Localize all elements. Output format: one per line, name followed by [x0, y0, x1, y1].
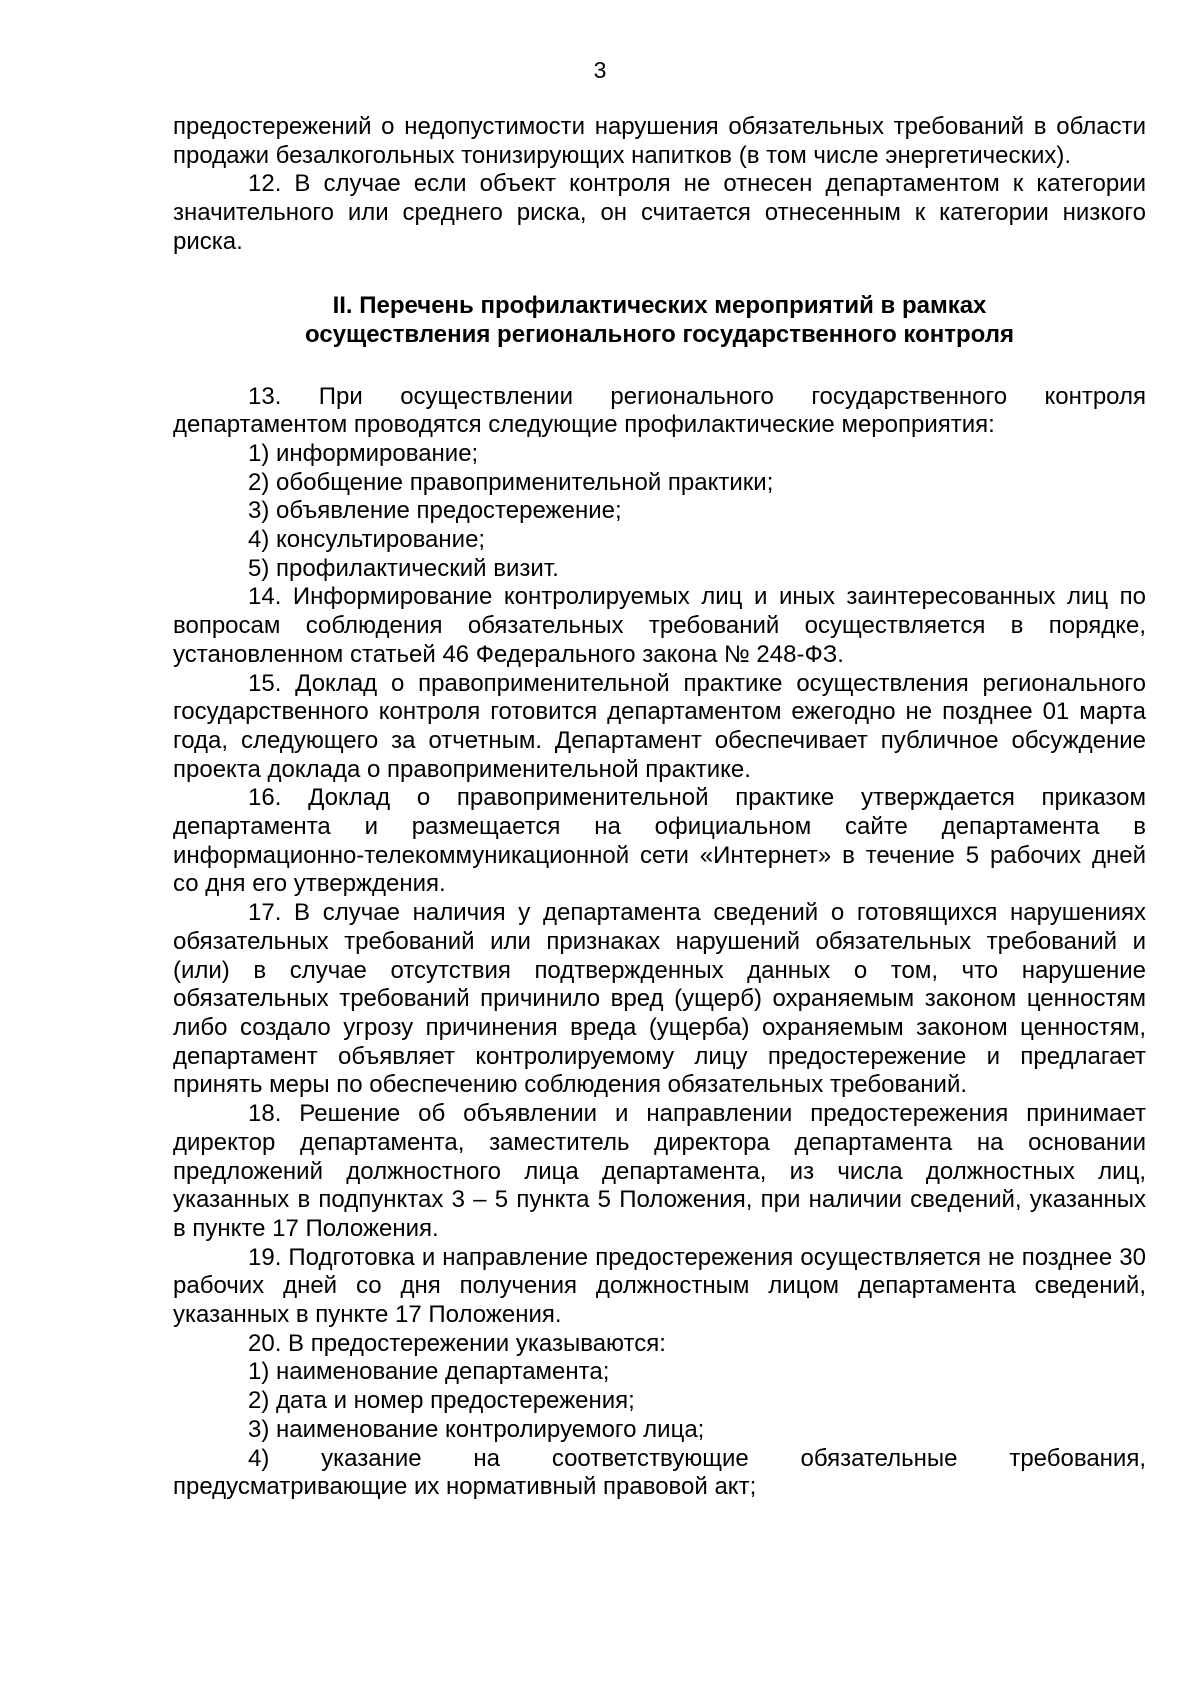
list-item: 3) объявление предостережение; [248, 497, 622, 525]
paragraph-18: 18. Решение об объявлении и направлении предостережения принимает директор департамента, заместитель директора департамента на основании предложений должностного лица департамента, из числа должностных лиц, указанных в подпунктах 3 – 5 пункта 5 Положения, при наличии сведений, указанных в пункте 17 Положения. [173, 1100, 1146, 1242]
list-item: 4) указание на соответствующие обязательные требования, предусматривающие их нормативный правовой акт; [173, 1444, 1146, 1501]
list-item: 4) консультирование; [248, 526, 486, 554]
section-heading [173, 291, 1146, 349]
paragraph-20: 20. В предостережении указываются: [248, 1329, 666, 1357]
paragraph-15: 15. Доклад о правоприменительной практике осуществления регионального государственного контроля готовится департаментом ежегодно не позднее 01 марта года, следующего за отчетным. Департамент обеспечивает публичное обсуждение проекта доклада о правоприменительной практике. [173, 669, 1146, 783]
paragraph-continuation: предостережений о недопустимости нарушения обязательных требований в области продажи безалкогольных тонизирующих напитков (в том числе энергетических). [173, 113, 1146, 169]
list-item: 1) информирование; [248, 439, 479, 467]
paragraph-14: 14. Информирование контролируемых лиц и иных заинтересованных лиц по вопросам соблюдения обязательных требований осуществляется в порядке, установленном статьей 46 Федерального закона № 248-ФЗ. [173, 583, 1146, 668]
list-item: 5) профилактический визит. [248, 554, 559, 582]
list-item: 1) наименование департамента; [248, 1358, 610, 1386]
paragraph-13: 13. При осуществлении регионального государственного контроля департаментом проводятся следующие профилактические мероприятия: [173, 382, 1146, 439]
section-heading-line-2: осуществления регионального государственного контроля [305, 320, 1014, 348]
paragraph-19: 19. Подготовка и направление предостережения осуществляется не позднее 30 рабочих дней со дня получения должностным лицом департамента сведений, указанных в пункте 17 Положения. [173, 1243, 1146, 1329]
document-body [173, 113, 1146, 1502]
paragraph-16: 16. Доклад о правоприменительной практике утверждается приказом департамента и размещается на официальном сайте департамента в информационно-телекоммуникационной сети «Интернет» в течение 5 рабочих дней со дня его утверждения. [173, 784, 1146, 898]
paragraph-12: 12. В случае если объект контроля не отнесен департаментом к категории значительного или среднего риска, он считается отнесенным к категории низкого риска. [173, 170, 1146, 255]
section-heading-line-1: II. Перечень профилактических мероприятий в рамках [332, 291, 987, 319]
list-item: 2) дата и номер предостережения; [248, 1387, 635, 1415]
paragraph-17: 17. В случае наличия у департамента сведений о готовящихся нарушениях обязательных требований или признаках нарушений обязательных требований и (или) в случае отсутствия подтвержденных данных о том, что нарушение обязательных требований причинило вред (ущерб) охраняемым законом ценностям либо создало угрозу причинения вреда (ущерба) охраняемым законом ценностям, департамент объявляет контролируемому лицу предостережение и предлагает принять меры по обеспечению соблюдения обязательных требований. [173, 899, 1146, 1099]
page-number: 3 [593, 57, 607, 83]
list-item: 3) наименование контролируемого лица; [248, 1415, 705, 1443]
list-item: 2) обобщение правоприменительной практики; [248, 468, 774, 496]
